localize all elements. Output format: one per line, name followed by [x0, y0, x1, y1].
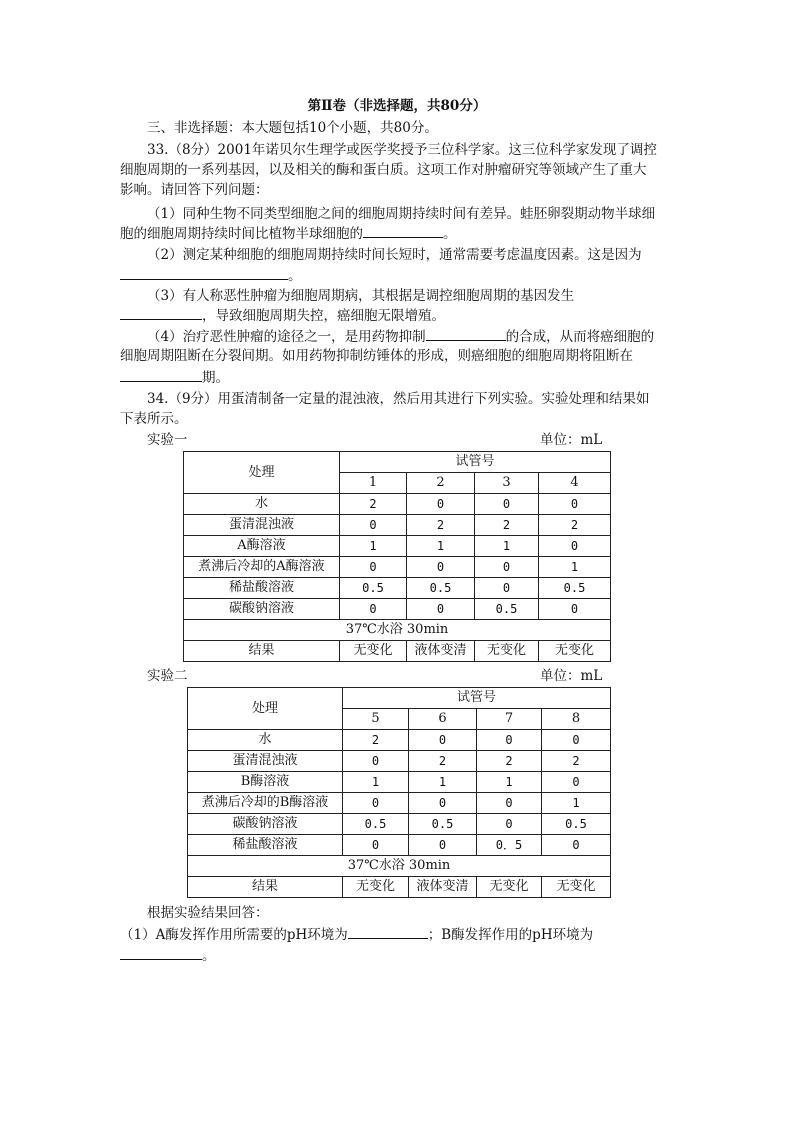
result-value: 无变化: [477, 877, 542, 898]
cell-value: 0: [475, 578, 539, 599]
cell-value: 0.5: [542, 814, 611, 835]
a1-end: 。: [202, 948, 216, 964]
row-label: 水: [188, 730, 343, 751]
q33-p4-line2: 细胞周期阻断在分裂间期。如用药物抑制纺锤体的形成，则癌细胞的细胞周期将阻断在: [120, 348, 633, 364]
answer-blank-1: [363, 223, 443, 238]
tube-number: 2: [407, 473, 475, 494]
result-value: 液体变清: [407, 641, 475, 662]
table-row: [188, 835, 611, 856]
table-row: [184, 620, 611, 641]
row-label: B酶溶液: [188, 772, 343, 793]
cell-value: 1: [343, 772, 409, 793]
cell-value: 0.5: [409, 814, 477, 835]
cell-value: 2: [475, 515, 539, 536]
row-label: 蛋清混浊液: [188, 751, 343, 772]
cell-value: 0.5: [475, 599, 539, 620]
q33-p1-text: 胞的细胞周期持续时间比植物半球细胞的: [120, 226, 363, 242]
row-label: 稀盐酸溶液: [188, 835, 343, 856]
result-label: 结果: [188, 877, 343, 898]
cell-value: 0: [475, 494, 539, 515]
answer-line1: [120, 924, 593, 945]
answer-blank-3: [120, 305, 202, 320]
q33-line1: 33.（8分）2001年诺贝尔生理学或医学奖授予三位科学家。这三位科学家发现了调控: [147, 142, 657, 158]
cell-value: 0: [477, 814, 542, 835]
cell-value: 0: [539, 494, 611, 515]
cell-value: 2: [477, 751, 542, 772]
cell-value: 0: [343, 793, 409, 814]
cell-value: 1: [340, 536, 407, 557]
q33-line2: 细胞周期的一系列基因，以及相关的酶和蛋白质。这项工作对肿瘤研究等领域产生了重大: [120, 162, 647, 178]
cell-value: 1: [477, 772, 542, 793]
cell-value: 0.5: [340, 578, 407, 599]
table-row: [184, 578, 611, 599]
experiment1-label: 实验一: [147, 432, 188, 448]
experiment1-table: [183, 451, 611, 662]
tube-number: 1: [340, 473, 407, 494]
cell-value: 0: [340, 515, 407, 536]
cell-value: 0: [539, 599, 611, 620]
incubation-condition: 37℃水浴 30min: [188, 856, 611, 877]
cell-value: 2: [407, 515, 475, 536]
table-row: [184, 515, 611, 536]
answer-blank-4: [426, 326, 506, 341]
q34-line1: 34.（9分）用蛋清制备一定量的混浊液，然后用其进行下列实验。实验处理和结果如: [147, 391, 650, 407]
answers-intro: 根据实验结果回答：: [147, 905, 269, 921]
treatment-header: 处理: [188, 688, 343, 730]
table-row: [184, 599, 611, 620]
cell-value: 0: [542, 835, 611, 856]
table-row: [184, 557, 611, 578]
row-label: A酶溶液: [184, 536, 340, 557]
result-value: 无变化: [340, 641, 407, 662]
table-row: [188, 877, 611, 898]
result-value: 无变化: [539, 641, 611, 662]
table-row: [188, 856, 611, 877]
row-label: 蛋清混浊液: [184, 515, 340, 536]
q33-p3-line1: （3）有人称恶性肿瘤为细胞周期病，其根据是调控细胞周期的基因发生: [147, 288, 575, 304]
experiment2-unit: 单位：mL: [540, 668, 603, 684]
table-row: [188, 793, 611, 814]
section-title: 第Ⅱ卷（非选择题，共80分）: [307, 98, 487, 114]
row-label: 煮沸后冷却的B酶溶液: [188, 793, 343, 814]
row-label: 水: [184, 494, 340, 515]
cell-value: 2: [340, 494, 407, 515]
row-label: 煮沸后冷却的A酶溶液: [184, 557, 340, 578]
cell-value: 2: [409, 751, 477, 772]
tube-number: 7: [477, 709, 542, 730]
q33-p1-line2: [120, 223, 457, 244]
row-label: 碳酸钠溶液: [184, 599, 340, 620]
q33-p1-line1: （1）同种生物不同类型细胞之间的细胞周期持续时间有差异。蛙胚卵裂期动物半球细: [147, 206, 656, 222]
cell-value: 0: [407, 599, 475, 620]
table-row: [188, 751, 611, 772]
q33-p1-end: 。: [443, 226, 457, 242]
q33-p2-line1: （2）测定某种细胞的细胞周期持续时间长短时，通常需要考虑温度因素。这是因为: [147, 247, 642, 263]
cell-value: 2: [539, 515, 611, 536]
cell-value: 0: [477, 730, 542, 751]
result-value: 无变化: [542, 877, 611, 898]
q33-p4-line1: [147, 326, 654, 347]
answer-blank-6: [348, 924, 428, 939]
result-value: 液体变清: [409, 877, 477, 898]
q33-line3: 影响。请回答下列问题：: [120, 182, 269, 198]
q33-p3-line2: [120, 305, 445, 326]
a1-mid: ；B酶发挥作用的pH环境为: [427, 927, 594, 943]
cell-value: 0: [343, 835, 409, 856]
row-label: 碳酸钠溶液: [188, 814, 343, 835]
q33-p2-end: 。: [288, 268, 302, 284]
tube-number: 8: [542, 709, 611, 730]
table-row: [184, 641, 611, 662]
cell-value: 1: [407, 536, 475, 557]
q33-p4-line3: [120, 367, 229, 388]
cell-value: 0．5: [477, 835, 542, 856]
cell-value: 1: [409, 772, 477, 793]
answer-blank-5: [120, 367, 202, 382]
q33-p3-text: ，导致细胞周期失控，癌细胞无限增殖。: [202, 308, 445, 324]
cell-value: 0: [539, 536, 611, 557]
result-value: 无变化: [343, 877, 409, 898]
cell-value: 0: [407, 494, 475, 515]
table-row: [188, 730, 611, 751]
incubation-condition: 37℃水浴 30min: [184, 620, 611, 641]
answer-blank-2: [120, 265, 288, 280]
answer-line2: [120, 945, 216, 966]
table-row: [184, 536, 611, 557]
q34-line2: 下表所示。: [120, 411, 188, 427]
result-value: 无变化: [475, 641, 539, 662]
cell-value: 1: [539, 557, 611, 578]
table-row: [184, 494, 611, 515]
cell-value: 0: [477, 793, 542, 814]
q33-p4-end: 期。: [202, 370, 229, 386]
experiment2-table: [187, 687, 611, 898]
cell-value: 0: [409, 793, 477, 814]
tube-number-header: 试管号: [343, 688, 611, 709]
cell-value: 0: [409, 730, 477, 751]
cell-value: 0: [340, 557, 407, 578]
cell-value: 2: [542, 751, 611, 772]
cell-value: 2: [343, 730, 409, 751]
section-intro: 三、非选择题：本大题包括10个小题，共80分。: [147, 120, 438, 136]
cell-value: 0: [475, 557, 539, 578]
experiment1-unit: 单位：mL: [540, 432, 603, 448]
experiment2-label: 实验二: [147, 668, 188, 684]
a1-pre: （1）A酶发挥作用所需要的pH环境为: [120, 927, 348, 943]
cell-value: 0.5: [539, 578, 611, 599]
cell-value: 0.5: [343, 814, 409, 835]
cell-value: 0: [340, 599, 407, 620]
tube-number-header: 试管号: [340, 452, 611, 473]
row-label: 稀盐酸溶液: [184, 578, 340, 599]
cell-value: 0: [542, 772, 611, 793]
treatment-header: 处理: [184, 452, 340, 494]
cell-value: 0: [407, 557, 475, 578]
cell-value: 1: [475, 536, 539, 557]
tube-number: 4: [539, 473, 611, 494]
tube-number: 3: [475, 473, 539, 494]
cell-value: 1: [542, 793, 611, 814]
cell-value: 0: [409, 835, 477, 856]
cell-value: 0.5: [407, 578, 475, 599]
cell-value: 0: [542, 730, 611, 751]
q33-p4-post: 的合成，从而将癌细胞的: [505, 329, 655, 345]
table-row: [188, 814, 611, 835]
result-label: 结果: [184, 641, 340, 662]
tube-number: 6: [409, 709, 477, 730]
q33-p4-pre: （4）治疗恶性肿瘤的途径之一，是用药物抑制: [147, 329, 426, 345]
tube-number: 5: [343, 709, 409, 730]
cell-value: 0: [343, 751, 409, 772]
table-row: [188, 772, 611, 793]
answer-blank-7: [120, 945, 202, 960]
q33-p2-line2: [120, 265, 302, 286]
